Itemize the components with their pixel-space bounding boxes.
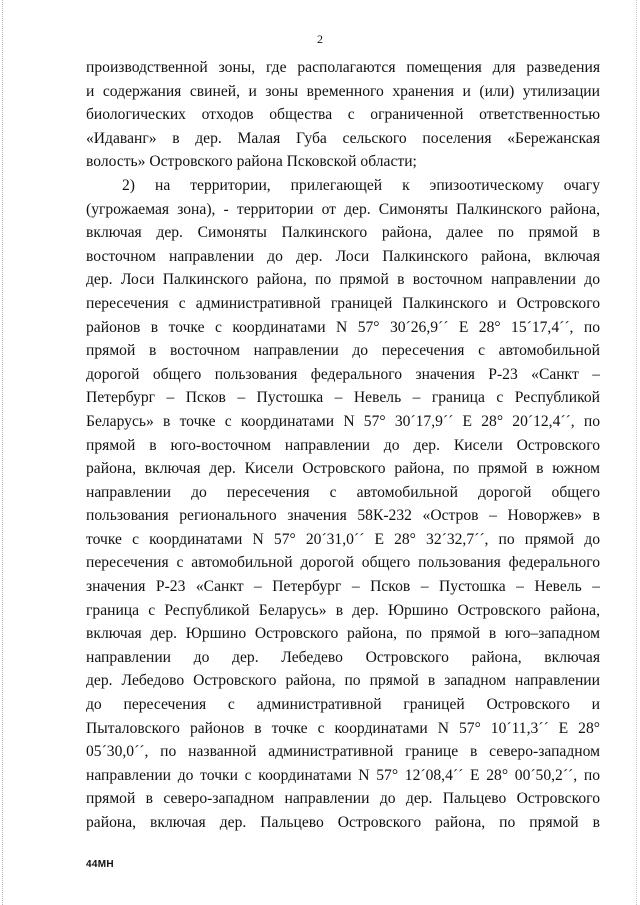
text-line: направлении до пересечения с автомобильной дорогой общего	[86, 483, 600, 501]
page-edge-right	[636, 0, 638, 905]
text-line: дер. Лоси Палкинского района, по прямой в восточном направлении до	[86, 271, 600, 289]
text-line: 05´30,0´´, по названной административной границе в северо-западном	[86, 743, 600, 761]
text-line: биологических отходов общества с ограниченной ответственностью	[86, 106, 600, 124]
text-line: точке с координатами N 57° 20´31,0´´ Е 28° 32´32,7´´, по прямой до	[86, 530, 600, 548]
text-line: (угрожаемая зона), - территории от дер. Симоняты Палкинского района,	[86, 200, 600, 218]
text-line: района, включая дер. Пальцево Островского района, по прямой в	[86, 814, 600, 831]
text-line: волость» Островского района Псковской области;	[86, 153, 417, 171]
text-line: прямой в восточном направлении до пересечения с автомобильной	[86, 342, 600, 360]
text-line: пересечения с административной границей Палкинского и Островского	[86, 294, 600, 312]
text-line: Беларусь» в точке с координатами N 57° 30´17,9´´ Е 28° 20´12,4´´, по	[86, 412, 600, 430]
footer-code: 44МН	[86, 859, 114, 870]
text-line: восточном направлении до дер. Лоси Палкинского района, включая	[86, 247, 600, 265]
text-line: значения Р-23 «Санкт – Петербург – Псков – Пустошка – Невель –	[86, 578, 600, 596]
text-line: «Идаванг» в дер. Малая Губа сельского поселения «Бережанская	[86, 129, 600, 147]
text-line: пересечения с автомобильной дорогой общего пользования федерального	[86, 554, 600, 572]
page-edge-left	[2, 0, 4, 905]
text-line: прямой в северо-западном направлении до дер. Пальцево Островского	[86, 790, 600, 808]
document-body	[86, 56, 600, 835]
text-line: направлении до точки с координатами N 57° 12´08,4´´ Е 28° 00´50,2´´, по	[86, 766, 600, 784]
text-line: района, включая дер. Кисели Островского района, по прямой в южном	[86, 460, 600, 478]
text-line: дер. Лебедово Островского района, по прямой в западном направлении	[86, 672, 600, 690]
text-line: дорогой общего пользования федерального значения Р-23 «Санкт –	[86, 365, 600, 383]
text-line: включая дер. Симоняты Палкинского района, далее по прямой в	[86, 224, 600, 242]
text-line: Петербург – Псков – Пустошка – Невель – граница с Республикой	[86, 389, 600, 407]
text-line: Пыталовского районов в точке с координатами N 57° 10´11,3´´ Е 28°	[86, 719, 600, 737]
text-line: до пересечения с административной границей Островского и	[86, 696, 600, 714]
text-line: районов в точке с координатами N 57° 30´26,9´´ Е 28° 15´17,4´´, по	[86, 318, 600, 336]
text-line: 2) на территории, прилегающей к эпизоотическому очагу	[122, 176, 600, 194]
text-line: и содержания свиней, и зоны временного хранения и (или) утилизации	[86, 82, 600, 100]
text-line: направлении до дер. Лебедево Островского района, включая	[86, 648, 600, 666]
text-line: производственной зоны, где располагаются помещения для разведения	[86, 59, 600, 76]
page-number: 2	[317, 32, 323, 46]
text-line: прямой в юго-восточном направлении до дер. Кисели Островского	[86, 436, 600, 454]
text-line: пользования регионального значения 58К-232 «Остров – Новоржев» в	[86, 507, 600, 525]
text-line: граница с Республикой Беларусь» в дер. Юршино Островского района,	[86, 601, 600, 619]
text-line: включая дер. Юршино Островского района, по прямой в юго–западном	[86, 625, 600, 643]
